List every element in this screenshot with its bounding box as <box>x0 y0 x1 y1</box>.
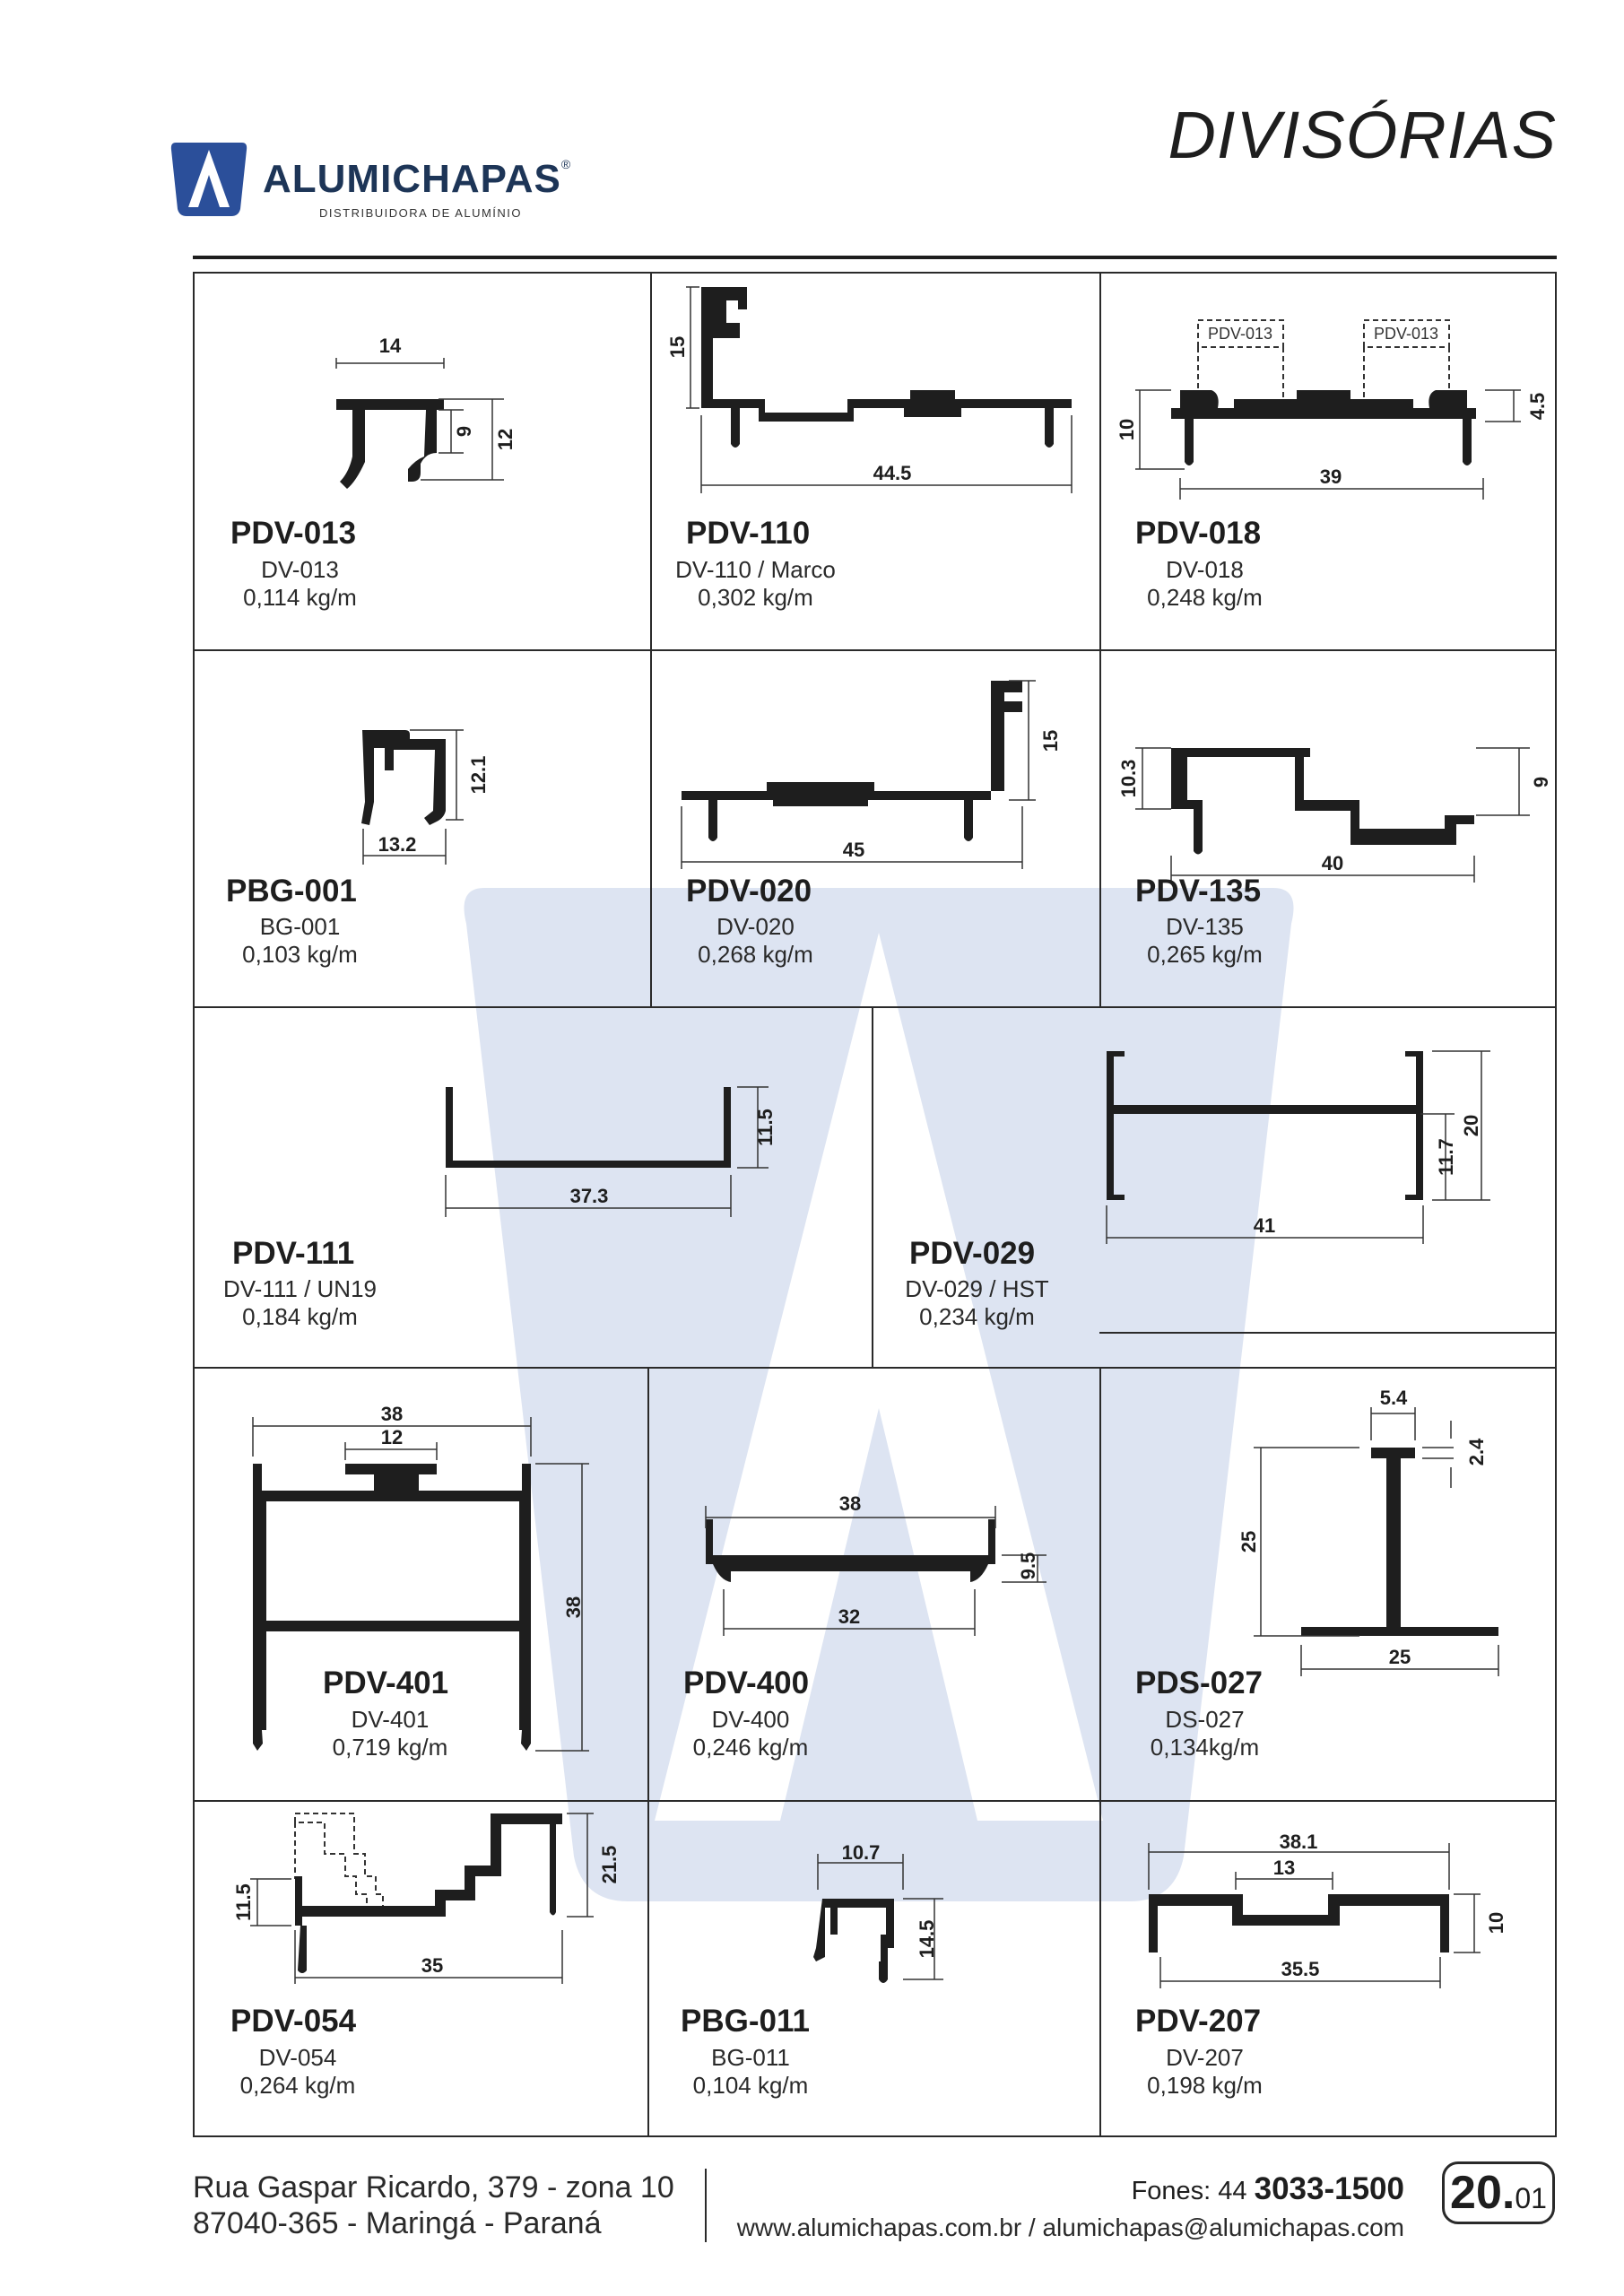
profile-weight: 0,248 kg/m <box>1147 584 1263 611</box>
profile-ref: DV-135 <box>1166 913 1244 940</box>
dim-label: 45 <box>842 839 865 861</box>
profile-ref: BG-011 <box>711 2044 790 2071</box>
profile-weight: 0,234 kg/m <box>919 1303 1035 1330</box>
dim-label: 2.4 <box>1465 1438 1488 1466</box>
profile-ref: DV-020 <box>716 913 795 940</box>
dim-label: 9 <box>1530 776 1552 788</box>
profile-weight: 0,198 kg/m <box>1147 2072 1263 2099</box>
profile-ref: DS-027 <box>1165 1706 1245 1733</box>
profile-card-pdv-110 <box>650 274 1098 648</box>
footer-divider <box>705 2169 707 2242</box>
brand-name: ALUMICHAPAS® <box>263 157 572 201</box>
profile-card-pdv-135 <box>1099 649 1555 1004</box>
overlay-label: PDV-013 <box>1373 325 1439 343</box>
profile-card-pdv-018 <box>1099 274 1555 648</box>
dim-label: 35 <box>421 1954 444 1977</box>
dim-label: 4.5 <box>1526 392 1549 421</box>
dim-label: 5.4 <box>1379 1387 1408 1409</box>
dim-label: 39 <box>1319 465 1342 488</box>
profile-ref: DV-207 <box>1166 2044 1244 2071</box>
dim-label: 14.5 <box>916 1919 938 1959</box>
profile-card-pdv-054 <box>195 1800 646 2135</box>
profile-card-pdv-400 <box>647 1367 1098 1798</box>
profile-code: PDV-020 <box>686 874 812 909</box>
profile-ref: BG-001 <box>259 913 341 940</box>
dim-label: 38 <box>562 1596 585 1619</box>
profile-ref: DV-400 <box>711 1706 790 1733</box>
profile-weight: 0,265 kg/m <box>1147 941 1263 968</box>
dim-label: 40 <box>1321 852 1344 874</box>
dim-label: 38.1 <box>1279 1831 1318 1853</box>
profile-weight: 0,268 kg/m <box>698 941 813 968</box>
dim-label: 13 <box>1272 1857 1296 1879</box>
profile-card-pdv-111 <box>195 1006 870 1365</box>
profile-code: PDV-401 <box>323 1665 449 1700</box>
profile-code: PDV-013 <box>230 516 357 551</box>
dim-label: 15 <box>1039 729 1062 752</box>
dim-label: 11.5 <box>232 1883 255 1921</box>
profile-ref: DV-401 <box>351 1706 430 1733</box>
dim-label: 21.5 <box>598 1845 621 1884</box>
profile-ref: DV-054 <box>258 2044 337 2071</box>
profile-ref: DV-111 / UN19 <box>222 1275 377 1302</box>
profile-ref: DV-018 <box>1166 556 1244 583</box>
profile-card-pdv-013 <box>195 274 648 648</box>
header-rule <box>193 256 1557 259</box>
profile-weight: 0,103 kg/m <box>242 941 358 968</box>
dim-label: 44.5 <box>873 462 912 484</box>
dim-label: 10 <box>1485 1911 1507 1935</box>
dim-label: 9 <box>453 425 475 438</box>
website-email[interactable]: www.alumichapas.com.br / alumichapas@alumichapas.com <box>736 2213 1404 2241</box>
dim-label: 15 <box>666 335 689 359</box>
dim-label: 12 <box>380 1426 404 1448</box>
profile-weight: 0,114 kg/m <box>243 584 357 611</box>
profile-card-pdv-020 <box>650 649 1098 1004</box>
alumichapas-logo-icon <box>169 139 249 220</box>
dim-label: 32 <box>838 1605 861 1628</box>
dim-label: 20 <box>1460 1114 1482 1137</box>
dim-label: 12.1 <box>467 755 490 795</box>
dim-label: 37.3 <box>569 1185 609 1207</box>
dim-label: 10 <box>1116 418 1138 441</box>
profile-ref: DV-029 / HST <box>905 1275 1049 1302</box>
profile-code: PDV-054 <box>230 2004 357 2039</box>
dim-label: 14 <box>378 335 402 357</box>
dim-label: 38 <box>838 1492 862 1515</box>
address-line-2: 87040-365 - Maringá - Paraná <box>193 2206 602 2240</box>
profile-card-pdv-207 <box>1099 1800 1555 2135</box>
profile-code: PDV-400 <box>683 1665 810 1700</box>
profile-ref: DV-013 <box>261 556 339 583</box>
profile-weight: 0,302 kg/m <box>698 584 813 611</box>
brand-logo <box>169 139 617 224</box>
dim-label: 11.7 <box>1435 1138 1457 1176</box>
dim-label: 41 <box>1253 1214 1276 1237</box>
overlay-label: PDV-013 <box>1207 325 1273 343</box>
profile-card-pdv-029 <box>872 1006 1555 1365</box>
profile-ref: DV-110 / Marco <box>675 556 836 583</box>
profile-code: PDV-018 <box>1135 516 1262 551</box>
page-title: DIVISÓRIAS <box>1168 98 1557 172</box>
dim-label: 12 <box>494 428 517 451</box>
page-footer <box>0 2169 1624 2285</box>
profile-card-pbg-001 <box>195 649 648 1004</box>
dim-label: 10.7 <box>841 1841 881 1864</box>
profile-card-pds-027 <box>1099 1367 1555 1798</box>
phone-numbers: Fones: 44 3033-1500 <box>1131 2171 1404 2206</box>
address-line-1: Rua Gaspar Ricardo, 379 - zona 10 <box>193 2170 674 2205</box>
page-number: 20.01 <box>1442 2161 1555 2224</box>
dim-label: 10.3 <box>1117 759 1140 798</box>
profile-weight: 0,246 kg/m <box>692 1734 809 1761</box>
dim-label: 11.5 <box>754 1109 777 1146</box>
profile-code: PBG-001 <box>226 874 357 909</box>
profile-card-pdv-401 <box>195 1367 646 1798</box>
brand-tagline: DISTRIBUIDORA DE ALUMÍNIO <box>319 206 523 220</box>
dim-label: 13.2 <box>378 833 417 856</box>
dim-label: 35.5 <box>1281 1958 1320 1980</box>
profile-weight: 0,264 kg/m <box>239 2072 356 2099</box>
dim-label: 9.5 <box>1017 1552 1039 1580</box>
profile-weight: 0,184 kg/m <box>242 1303 358 1330</box>
profile-weight: 0,134kg/m <box>1150 1734 1260 1761</box>
profile-weight: 0,104 kg/m <box>692 2072 809 2099</box>
profile-weight: 0,719 kg/m <box>332 1734 448 1761</box>
profile-code: PDV-135 <box>1135 874 1262 909</box>
dim-label: 25 <box>1388 1646 1411 1668</box>
profile-card-pbg-011 <box>647 1800 1098 2135</box>
profile-code: PDV-110 <box>686 516 811 551</box>
profile-code: PDS-027 <box>1135 1665 1264 1700</box>
profile-code: PDV-111 <box>232 1236 355 1271</box>
dim-label: 25 <box>1238 1530 1260 1553</box>
profile-code: PBG-011 <box>681 2004 810 2039</box>
profile-code: PDV-207 <box>1135 2004 1262 2039</box>
dim-label: 38 <box>380 1403 404 1425</box>
profile-code: PDV-029 <box>909 1236 1036 1271</box>
